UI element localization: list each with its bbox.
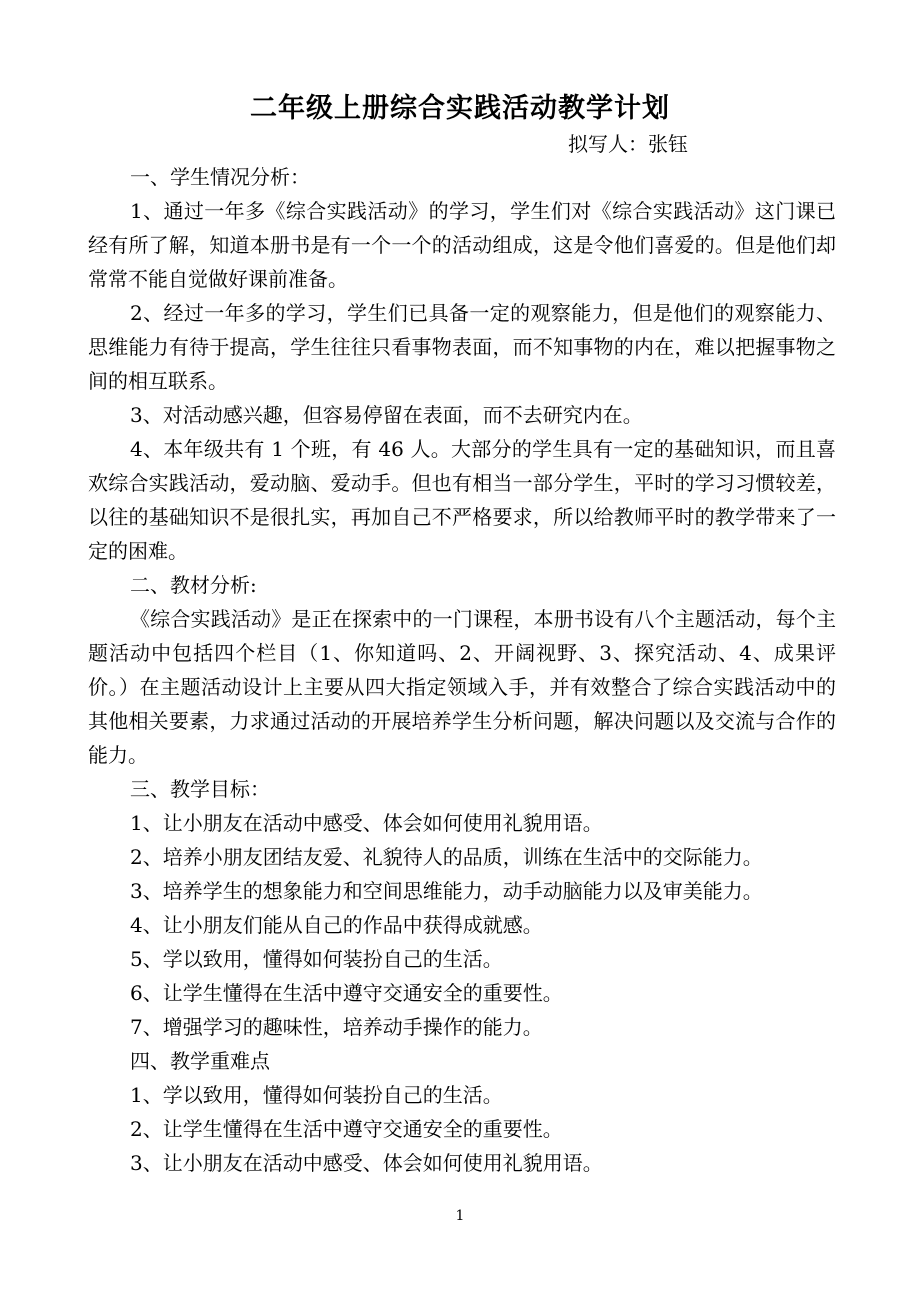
- section-heading-2: 二、教材分析:: [130, 573, 257, 597]
- paragraph: 3、对活动感兴趣，但容易停留在表面，而不去研究内在。: [130, 403, 643, 427]
- paragraph: 2、经过一年多的学习，学生们已具备一定的观察能力，但是他们的观察能力、思维能力有待于提高，学生往往只看事物表面，而不知事物的内在，难以把握事物之间的相互联系。: [88, 301, 836, 393]
- paragraph: 1、通过一年多《综合实践活动》的学习，学生们对《综合实践活动》这门课已经有所了解，知道本册书是有一个一个的活动组成，这是令他们喜爱的。但是他们却常常不能自觉做好课前准备。: [88, 199, 836, 291]
- paragraph: 4、本年级共有 1 个班，有 46 人。大部分的学生具有一定的基础知识，而且喜欢综合实践活动，爱动脑、爱动手。但也有相当一部分学生，平时的学习习惯较差，以往的基础知识不是很扎实，再加自己不严格要求，所以给教师平时的教学带来了一定的困难。: [88, 437, 836, 563]
- list-item: 2、让学生懂得在生活中遵守交通安全的重要性。: [130, 1117, 563, 1141]
- document-body: [88, 160, 836, 1180]
- list-item: 2、培养小朋友团结友爱、礼貌待人的品质，训练在生活中的交际能力。: [130, 845, 763, 869]
- document-title: 二年级上册综合实践活动教学计划: [250, 93, 670, 124]
- author-line: 拟写人：张钰: [568, 132, 688, 156]
- list-item: 1、学以致用，懂得如何装扮自己的生活。: [130, 1083, 503, 1107]
- list-item: 7、增强学习的趣味性，培养动手操作的能力。: [130, 1015, 543, 1039]
- section-heading-4: 四、教学重难点: [130, 1049, 270, 1073]
- list-item: 6、让学生懂得在生活中遵守交通安全的重要性。: [130, 981, 563, 1005]
- list-item: 4、让小朋友们能从自己的作品中获得成就感。: [130, 913, 543, 937]
- page-number: 1: [455, 1208, 465, 1224]
- list-item: 5、学以致用，懂得如何装扮自己的生活。: [130, 947, 503, 971]
- list-item: 3、让小朋友在活动中感受、体会如何使用礼貌用语。: [130, 1151, 603, 1175]
- section-heading-1: 一、学生情况分析：: [130, 165, 310, 189]
- list-item: 1、让小朋友在活动中感受、体会如何使用礼貌用语。: [130, 811, 603, 835]
- paragraph: 《综合实践活动》是正在探索中的一门课程，本册书设有八个主题活动，每个主题活动中包括四个栏目（1、你知道吗、2、开阔视野、3、探究活动、4、成果评价。）在主题活动设计上主要从四大指定领域入手，并有效整合了综合实践活动中的其他相关要素，力求通过活动的开展培养学生分析问题，解决问题以及交流与合作的能力。: [88, 607, 836, 767]
- section-heading-3: 三、教学目标：: [130, 777, 270, 801]
- list-item: 3、培养学生的想象能力和空间思维能力，动手动脑能力以及审美能力。: [130, 879, 763, 903]
